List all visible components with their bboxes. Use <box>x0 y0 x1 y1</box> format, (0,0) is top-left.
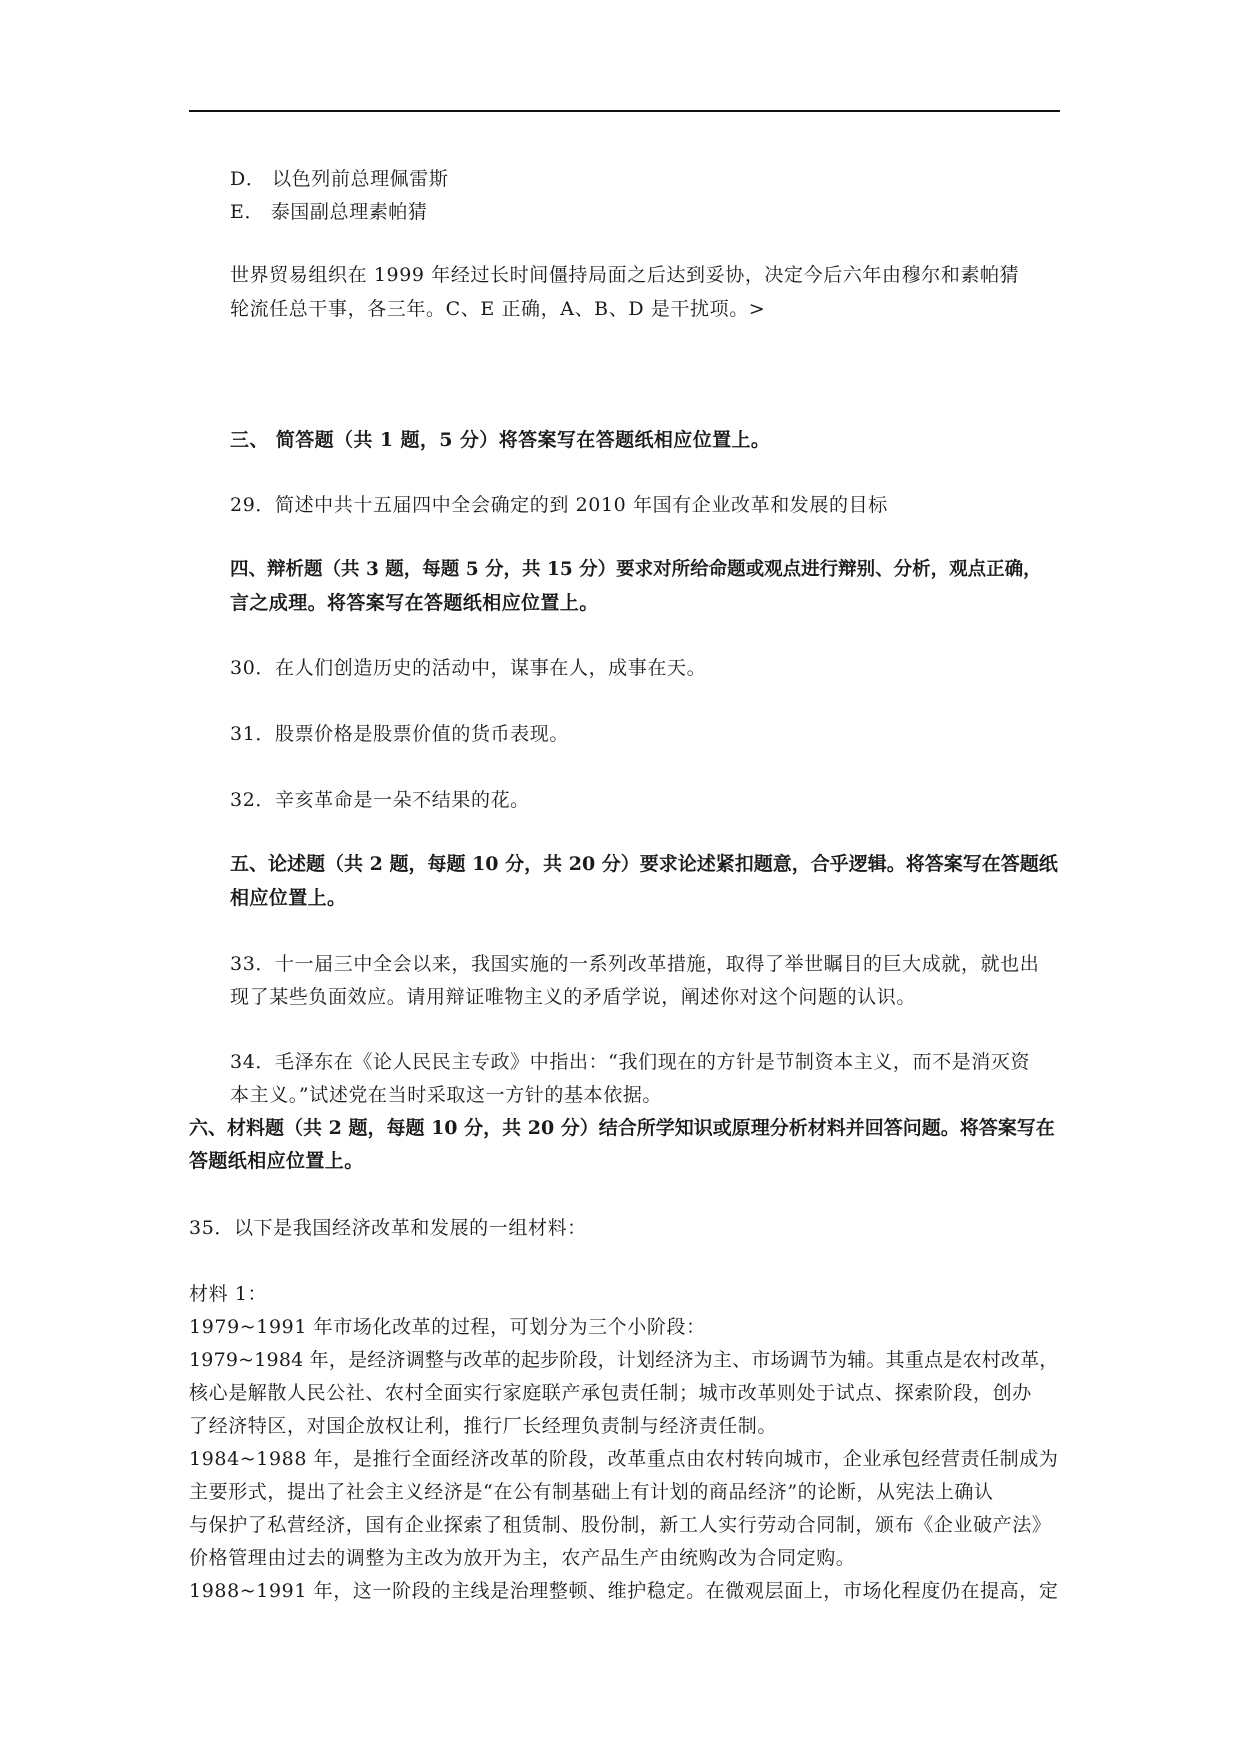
material-line: 1984~1988 年，是推行全面经济改革的阶段，改革重点由农村转向城市，企业承包经营责任制成为 <box>189 1448 1059 1470</box>
section-5-heading-line-1: 五、论述题（共 2 题，每题 10 分，共 20 分）要求论述紧扣题意，合乎逻辑。将答案写在答题纸 <box>230 853 1058 875</box>
section-6-heading-line-2: 答题纸相应位置上。 <box>189 1150 364 1172</box>
material-line: 主要形式，提出了社会主义经济是“在公有制基础上有计划的商品经济”的论断，从宪法上确认 <box>189 1481 994 1503</box>
material-line: 1988~1991 年，这一阶段的主线是治理整顿、维护稳定。在微观层面上，市场化程度仍在提高，定 <box>189 1580 1059 1602</box>
section-4-heading-line-1: 四、辩析题（共 3 题，每题 5 分，共 15 分）要求对所给命题或观点进行辩别、分析，观点正确， <box>230 559 1042 580</box>
header-rule <box>189 110 1060 112</box>
section-6-heading-line-1: 六、材料题（共 2 题，每题 10 分，共 20 分）结合所学知识或原理分析材料并回答问题。将答案写在 <box>189 1117 1055 1139</box>
question-34-line-1: 34．毛泽东在《论人民民主专政》中指出：“我们现在的方针是节制资本主义，而不是消灭资 <box>230 1051 1031 1073</box>
question-34-line-2: 本主义。”试述党在当时采取这一方针的基本依据。 <box>230 1084 663 1106</box>
question-33-line-2: 现了某些负面效应。请用辩证唯物主义的矛盾学说，阐述你对这个问题的认识。 <box>230 986 917 1008</box>
question-33-line-1: 33．十一届三中全会以来，我国实施的一系列改革措施，取得了举世瞩目的巨大成就，就也出 <box>230 953 1040 975</box>
material-line: 1979~1991 年市场化改革的过程，可划分为三个小阶段： <box>189 1316 706 1338</box>
material-line: 了经济特区，对国企放权让利，推行厂长经理负责制与经济责任制。 <box>189 1415 778 1437</box>
material-line: 价格管理由过去的调整为主改为放开为主，农产品生产由统购改为合同定购。 <box>189 1547 856 1569</box>
explanation-line-2: 轮流任总干事，各三年。C、E 正确，A、B、D 是干扰项。> <box>230 298 766 320</box>
option-d: D． 以色列前总理佩雷斯 <box>230 168 449 190</box>
question-30: 30．在人们创造历史的活动中，谋事在人，成事在天。 <box>230 657 707 679</box>
section-3-heading: 三、 简答题（共 1 题，5 分）将答案写在答题纸相应位置上。 <box>230 429 771 451</box>
question-35: 35．以下是我国经济改革和发展的一组材料： <box>189 1217 587 1239</box>
material-line: 与保护了私营经济，国有企业探索了租赁制、股份制，新工人实行劳动合同制，颁布《企业破产法》 <box>189 1514 1052 1536</box>
option-e: E． 泰国副总理素帕猜 <box>230 201 428 223</box>
question-29: 29．简述中共十五届四中全会确定的到 2010 年国有企业改革和发展的目标 <box>230 494 888 516</box>
material-line: 1979~1984 年，是经济调整与改革的起步阶段，计划经济为主、市场调节为辅。其重点是农村改革， <box>189 1349 1059 1371</box>
question-31: 31．股票价格是股票价值的货币表现。 <box>230 723 569 745</box>
explanation-line-1: 世界贸易组织在 1999 年经过长时间僵持局面之后达到妥协，决定今后六年由穆尔和素帕猜 <box>230 264 1020 286</box>
question-32: 32．辛亥革命是一朵不结果的花。 <box>230 789 530 811</box>
material-line: 核心是解散人民公社、农村全面实行家庭联产承包责任制；城市改革则处于试点、探索阶段，创办 <box>189 1382 1032 1404</box>
section-5-heading-line-2: 相应位置上。 <box>230 887 347 909</box>
material-label: 材料 1： <box>189 1283 268 1305</box>
section-4-heading-line-2: 言之成理。将答案写在答题纸相应位置上。 <box>230 592 599 614</box>
